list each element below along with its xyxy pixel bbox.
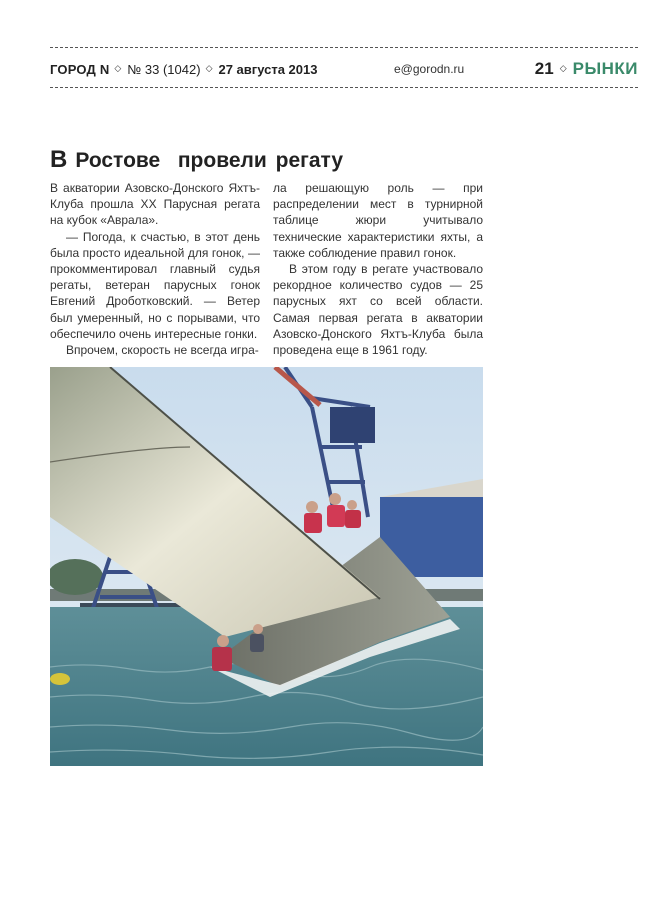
paragraph: — Погода, к счастью, в этот день была просто идеальной для гонок, — прокомментировал главный судья регаты, ветеран парусных гонок Евгений Дроботковский. — Ветер был умеренный, но с порывами, что обеспечило очень интересные гонки. <box>50 229 260 341</box>
article-headline <box>50 138 343 175</box>
paragraph: Впрочем, скорость не всегда игра- <box>66 343 259 358</box>
contact-email: e@gorodn.ru <box>394 62 465 76</box>
diamond-icon: ◇ <box>559 62 567 73</box>
headline-initial: В <box>50 146 68 173</box>
article-column-2 <box>273 180 483 360</box>
section-name: РЫНКИ <box>572 59 638 78</box>
paragraph: ла решающую роль — при распределении мест в турнирной таблице жюри учитывало технические характеристики яхты, а также соблюдение правил гонок. <box>273 181 483 260</box>
paragraph: В акватории Азовско-Донского Яхтъ-Клуба прошла XX Парусная регата на кубок «Аврала». <box>50 181 260 228</box>
newspaper-name: ГОРОД N <box>50 61 110 77</box>
buoy <box>50 673 70 685</box>
bottom-dashed-rule <box>50 87 638 88</box>
page-header <box>50 58 638 80</box>
article-body <box>50 180 483 360</box>
headline-text: Ростове провели регату <box>75 149 344 172</box>
sailing-yacht-regatta-photo <box>50 367 483 766</box>
page-number: 21 <box>534 59 554 78</box>
diamond-icon: ◇ <box>205 62 213 73</box>
top-dashed-rule <box>50 47 638 48</box>
article-column-1 <box>50 180 260 360</box>
issue-date: 27 августа 2013 <box>218 61 318 77</box>
page-section-label <box>535 59 638 79</box>
diamond-icon: ◇ <box>114 62 122 73</box>
paragraph: В этом году в регате участвовало рекордное количество судов — 25 парусных яхт со всей области. Самая первая регата в акватории Азовско-Донского Яхтъ-Клуба была проведена еще в 1961 году. <box>273 262 483 358</box>
crane-cabin <box>330 407 375 443</box>
issue-number: № 33 (1042) <box>127 61 201 77</box>
